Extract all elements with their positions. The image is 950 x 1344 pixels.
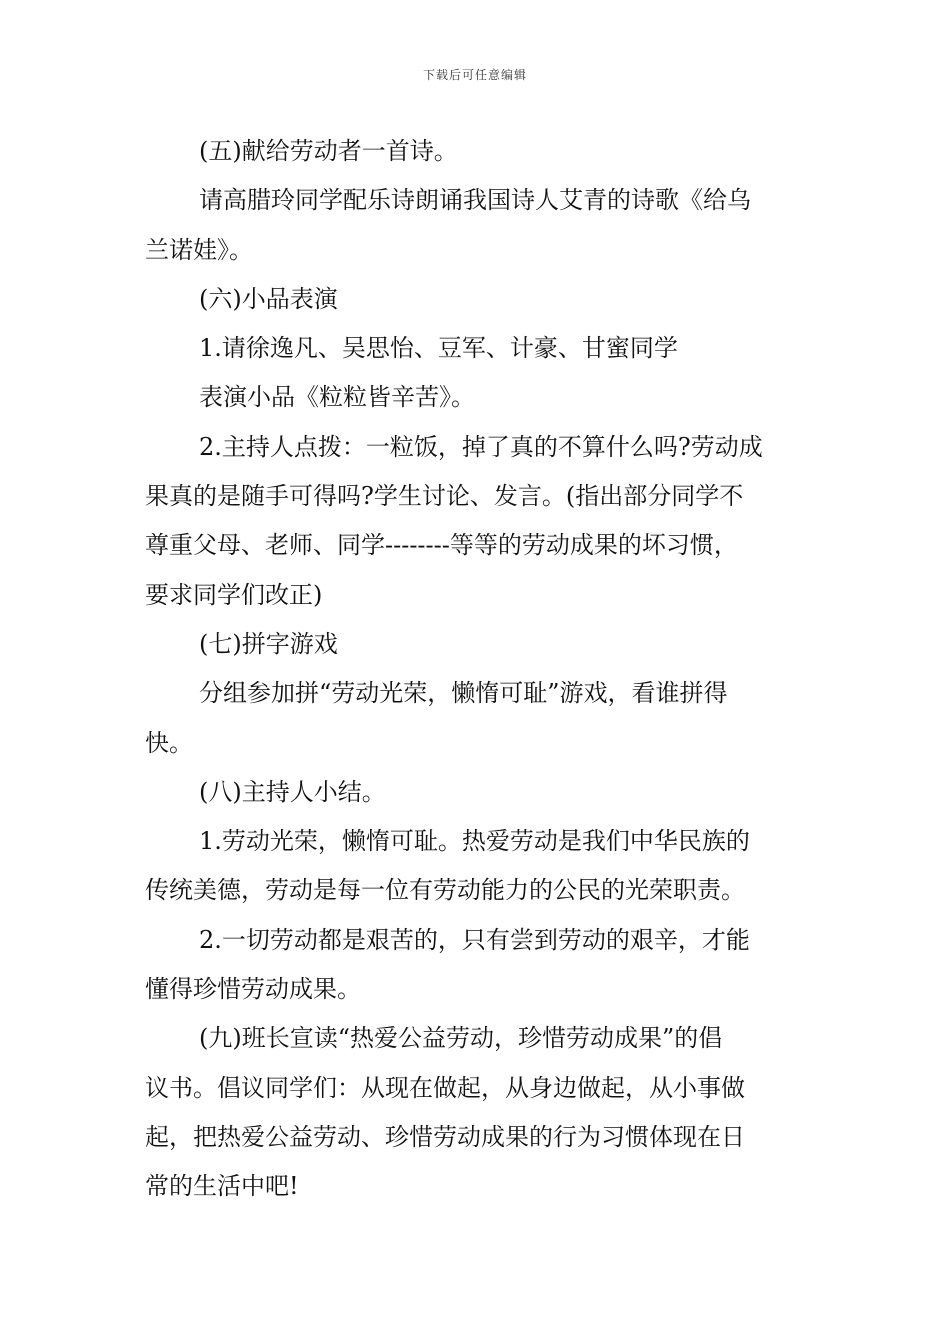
text-line: 果真的是随手可得吗?学生讨论、发言。(指出部分同学不	[145, 482, 744, 511]
text-line: 2.主持人点拨：一粒饭，掉了真的不算什么吗?劳动成	[199, 432, 763, 461]
text-line: 快。	[145, 728, 193, 757]
page-header: 下载后可任意编辑	[422, 68, 527, 82]
text-line: (六)小品表演	[199, 284, 338, 313]
text-line: 起，把热爱公益劳动、珍惜劳动成果的行为习惯体现在日	[145, 1122, 745, 1151]
text-line: (九)班长宣读“热爱公益劳动，珍惜劳动成果”的倡	[199, 1024, 723, 1053]
text-line: (五)献给劳动者一首诗。	[199, 137, 458, 165]
text-line: 1.劳动光荣，懒惰可耻。热爱劳动是我们中华民族的	[199, 827, 750, 856]
text-line: 传统美德，劳动是每一位有劳动能力的公民的光荣职责。	[145, 876, 745, 905]
text-line: (八)主持人小结。	[199, 777, 386, 806]
text-line: 议书。倡议同学们：从现在做起，从身边做起，从小事做	[145, 1073, 745, 1102]
text-line: 懂得珍惜劳动成果。	[145, 975, 361, 1004]
text-line: 请高腊玲同学配乐诗朗诵我国诗人艾青的诗歌《给乌	[199, 186, 751, 215]
text-line: 2.一切劳动都是艰苦的，只有尝到劳动的艰辛，才能	[199, 925, 750, 954]
text-line: 分组参加拼“劳动光荣，懒惰可耻”游戏，看谁拼得	[199, 679, 728, 708]
text-line: (七)拼字游戏	[199, 629, 338, 658]
text-line: 1.请徐逸凡、吴思怡、豆军、计豪、甘蜜同学	[199, 334, 678, 363]
text-line: 常的生活中吧!	[145, 1172, 299, 1201]
document-body	[145, 127, 817, 1212]
text-line: 要求同学们改正)	[145, 580, 323, 609]
text-line: 尊重父母、老师、同学--------等等的劳动成果的坏习惯，	[145, 531, 738, 560]
text-line: 兰诺娃》。	[145, 235, 253, 264]
text-line: 表演小品《粒粒皆辛苦》。	[199, 383, 475, 412]
